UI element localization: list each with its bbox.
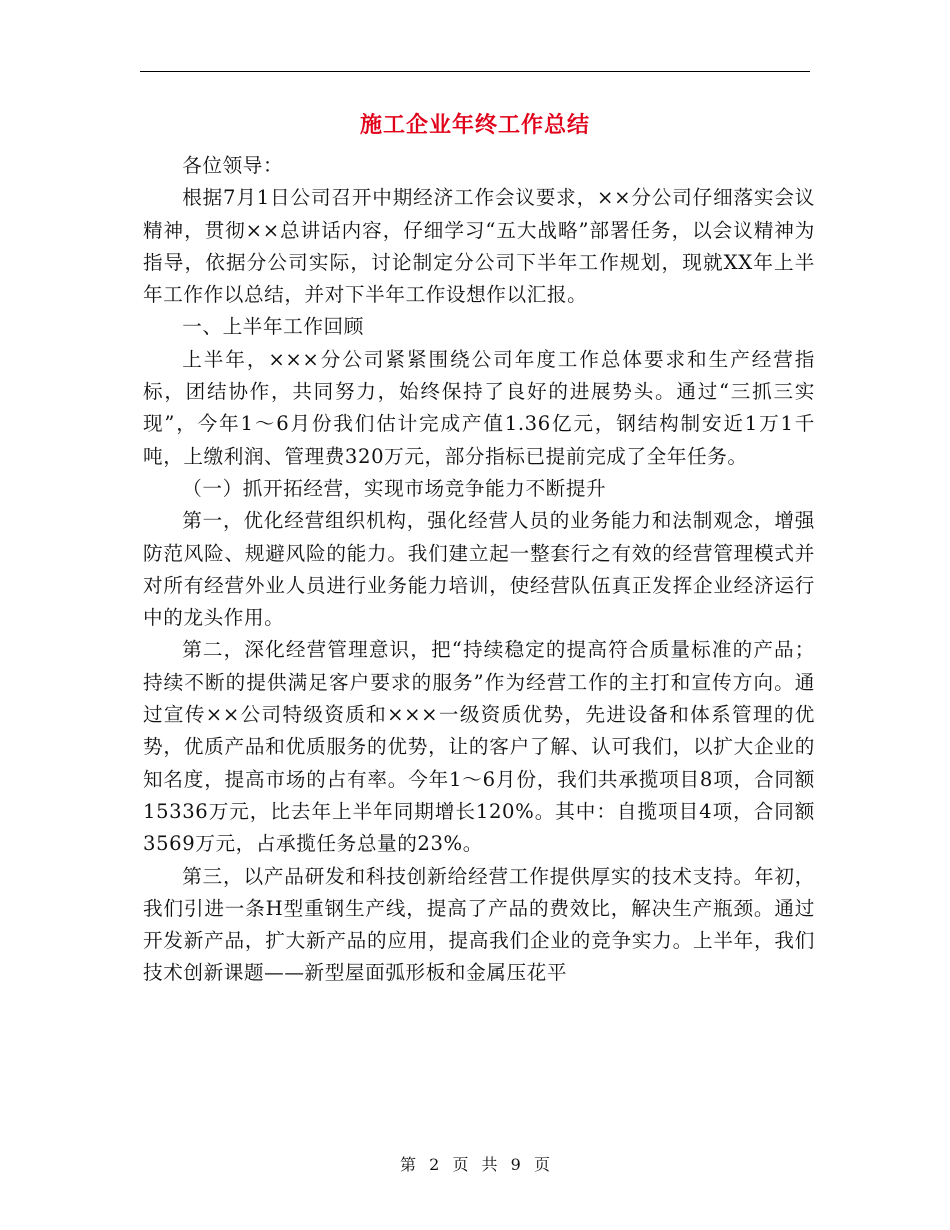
footer-total-pages: 9 xyxy=(510,1155,521,1174)
salutation: 各位领导： xyxy=(182,154,284,177)
header-rule xyxy=(140,71,810,72)
document-title: 施工企业年终工作总结 xyxy=(359,113,590,138)
footer-current-page: 2 xyxy=(429,1155,440,1174)
body-paragraph: 根据7月1日公司召开中期经济工作会议要求，××分公司仔细落实会议精神，贯彻××总讲话内容，仔细学习“五大战略”部署任务，以会议精神为指导，依据分公司实际，讨论制定分公司下半年工作规划，现就XX年上半年工作作以总结，并对下半年工作设想作以汇报。 xyxy=(143,186,815,307)
document-body xyxy=(143,150,815,990)
body-paragraph: 第一，优化经营组织机构，强化经营人员的业务能力和法制观念，增强防范风险、规避风险的能力。我们建立起一整套行之有效的经营管理模式并对所有经营外业人员进行业务能力培训，使经营队伍真正发挥企业经济运行中的龙头作用。 xyxy=(143,509,815,630)
footer-prefix: 第 xyxy=(400,1155,417,1174)
body-paragraph: 第三，以产品研发和科技创新给经营工作提供厚实的技术支持。年初，我们引进一条H型重钢生产线，提高了产品的费效比，解决生产瓶颈。通过开发新产品，扩大新产品的应用，提高我们企业的竞争实力。上半年，我们技术创新课题——新型屋面弧形板和金属压花平 xyxy=(143,864,815,985)
section-heading: 一、上半年工作回顾 xyxy=(182,315,364,339)
footer-mid: 页 xyxy=(452,1155,469,1174)
footer-suffix: 页 xyxy=(533,1155,550,1174)
footer-total-prefix: 共 xyxy=(481,1155,498,1174)
subsection-heading: （一）抓开拓经营，实现市场竞争能力不断提升 xyxy=(182,476,607,500)
page-footer xyxy=(0,1153,950,1177)
body-paragraph: 第二，深化经营管理意识，把“持续稳定的提高符合质量标准的产品；持续不断的提供满足客户要求的服务”作为经营工作的主打和宣传方向。通过宣传××公司特级资质和×××一级资质优势，先进设备和体系管理的优势，优质产品和优质服务的优势，让的客户了解、认可我们，以扩大企业的知名度，提高市场的占有率。今年1～6月份，我们共承揽项目8项，合同额15336万元，比去年上半年同期增长120%。其中：自揽项目4项，合同额3569万元，占承揽任务总量的23%。 xyxy=(143,638,815,856)
body-paragraph: 上半年，×××分公司紧紧围绕公司年度工作总体要求和生产经营指标，团结协作，共同努力，始终保持了良好的进展势头。通过“三抓三实现”，今年1～6月份我们估计完成产值1.36亿元，钢结构制安近1万1千吨，上缴利润、管理费320万元，部分指标已提前完成了全年任务。 xyxy=(143,347,815,468)
